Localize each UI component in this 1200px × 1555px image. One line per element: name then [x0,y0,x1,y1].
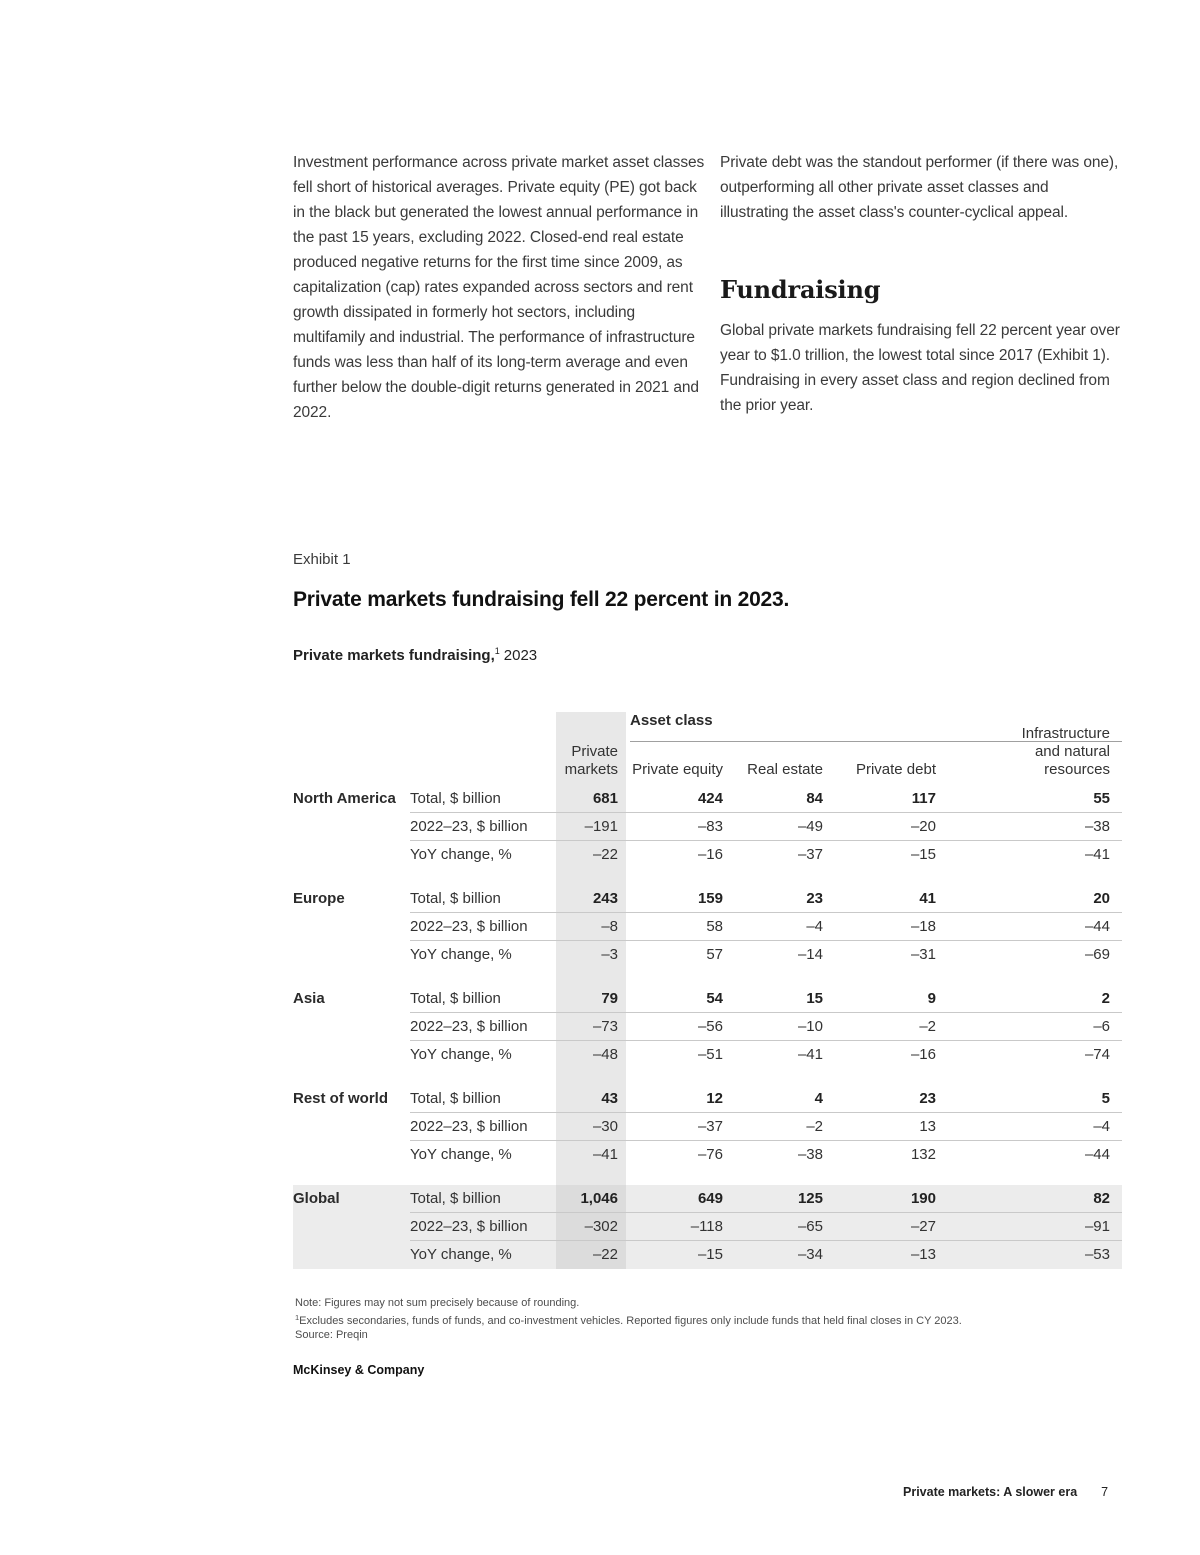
cell: 12 [626,1085,731,1113]
cell: –49 [731,813,831,841]
cell: –6 [944,1013,1122,1041]
table-row [293,1185,1122,1213]
cell: –118 [626,1213,731,1241]
exhibit-notes [295,1296,1055,1343]
table-row [293,813,1122,841]
cell: –27 [831,1213,944,1241]
cell: –76 [697,1146,723,1163]
exhibit-subtitle-year: 2023 [503,647,538,664]
row-label: YoY change, % [410,846,512,863]
region-label: North America [293,790,396,807]
exhibit-subtitle-bold: Private markets fundraising, [293,647,495,664]
exhibit-subtitle [293,646,537,664]
row-label: Total, $ billion [410,885,556,913]
asset-class-group-header: Asset class [630,712,713,729]
cell: –16 [697,846,723,863]
footnote-marker: 1 [494,646,500,656]
table-row [293,1085,1122,1113]
cell: 82 [944,1185,1122,1213]
cell: 55 [944,785,1122,813]
region-block-north-america [293,785,1122,869]
region-label: Asia [293,990,325,1007]
cell: –73 [556,1013,626,1041]
note-rounding: Note: Figures may not sum precisely because of rounding. [295,1297,580,1309]
fundraising-heading: Fundraising [720,275,881,304]
region-block-global [293,1185,1122,1269]
cell: 13 [831,1113,944,1141]
table-row [293,985,1122,1013]
cell: 43 [556,1085,626,1113]
cell: –13 [910,1246,936,1263]
row-label: 2022–23, $ billion [410,1113,556,1141]
cell: 79 [556,985,626,1013]
cell: 1,046 [556,1185,626,1213]
page-footer [903,1485,1108,1499]
table-row [293,841,1122,869]
cell: –4 [944,1113,1122,1141]
row-label: 2022–23, $ billion [410,1013,556,1041]
table-row [293,1241,1122,1269]
cell: –56 [626,1013,731,1041]
table-row [293,1013,1122,1041]
row-label: 2022–23, $ billion [410,1213,556,1241]
table-content [293,712,1122,1269]
region-block-asia [293,985,1122,1069]
cell: 159 [626,885,731,913]
cell: –31 [910,946,936,963]
cell: –4 [731,913,831,941]
cell: 117 [831,785,944,813]
region-block-rest-of-world [293,1085,1122,1169]
cell: –83 [626,813,731,841]
cell: –10 [731,1013,831,1041]
intro-right-paragraph: Private debt was the standout performer (if there was one), outperforming all other private asset classes and illustrating the asset class's counter-cyclical appeal. [720,154,1119,221]
cell: –8 [556,913,626,941]
footnote-1: $^1$Excludes secondaries, funds of funds, and co-investment vehicles. Reported figures only include funds that held final closes in CY 2023. [295,1312,962,1327]
row-label: Total, $ billion [410,1085,556,1113]
region-block-europe [293,885,1122,969]
region-label: Rest of world [293,1090,389,1107]
intro-left-paragraph: Investment performance across private market asset classes fell short of historical averages. Private equity (PE) got back in the black but generated the lowest annual performance in the past 15 years, excluding 2022. Closed-end real estate produced negative returns for the first time since 2009, as capitalization (cap) rates expanded across sectors and rent growth dissipated in formerly hot sectors, including multifamily and industrial. The performance of infrastructure funds was less than half of its long-term average and even further below the double-digit returns generated in 2021 and 2022. [293,154,705,421]
cell: –14 [797,946,823,963]
region-label: Global [293,1190,340,1207]
row-label: Total, $ billion [410,1185,556,1213]
cell: –2 [731,1113,831,1141]
table-row [293,941,1122,969]
cell: –53 [1084,1246,1110,1263]
cell: 424 [626,785,731,813]
cell: –37 [626,1113,731,1141]
cell: –302 [556,1213,626,1241]
cell: 4 [731,1085,831,1113]
intro-right-column [720,150,1120,418]
source-line: Source: Preqin [295,1329,368,1341]
table-row [293,1141,1122,1169]
cell: 9 [831,985,944,1013]
cell: 2 [944,985,1122,1013]
cell: –69 [1084,946,1110,963]
cell: 23 [731,885,831,913]
fundraising-paragraph: Global private markets fundraising fell 22 percent year over year to $1.0 trillion, the lowest total since 2017 (Exhibit 1). Fundraising in every asset class and region declined from the prior year. [720,322,1120,414]
footer-page-number: 7 [1101,1485,1109,1499]
row-label: Total, $ billion [410,985,556,1013]
exhibit-label: Exhibit 1 [293,551,351,568]
cell: –3 [601,946,618,963]
col-header-infrastructure: Infrastructure and natural resources [1021,725,1110,778]
col-header-real-estate: Real estate [747,761,823,778]
cell: 84 [731,785,831,813]
row-label: 2022–23, $ billion [410,813,556,841]
cell: –41 [797,1046,823,1063]
cell: –65 [731,1213,831,1241]
cell: –18 [831,913,944,941]
cell: –16 [910,1046,936,1063]
cell: –38 [944,813,1122,841]
cell: –15 [697,1246,723,1263]
region-label: Europe [293,890,345,907]
cell: 20 [944,885,1122,913]
cell: –44 [1084,1146,1110,1163]
col-header-private-debt: Private debt [855,761,936,778]
cell: 125 [731,1185,831,1213]
cell: –30 [556,1113,626,1141]
cell: –37 [797,846,823,863]
table-row [293,913,1122,941]
footer-report-title: Private markets: A slower era [903,1485,1078,1499]
cell: –44 [944,913,1122,941]
cell: –38 [797,1146,823,1163]
table-row [293,1113,1122,1141]
cell: –41 [592,1146,618,1163]
cell: –22 [592,846,618,863]
col-header-private-markets: Private markets [564,743,618,778]
cell: –34 [797,1246,823,1263]
fundraising-table [293,683,1122,1269]
footnote-1-marker: 1 [295,1312,300,1322]
row-label: YoY change, % [410,1246,512,1263]
cell: 681 [556,785,626,813]
cell: –2 [831,1013,944,1041]
row-label: YoY change, % [410,1046,512,1063]
table-row [293,1041,1122,1069]
intro-left-column [293,150,711,425]
exhibit-title: Private markets fundraising fell 22 percent in 2023. [293,588,790,611]
row-label: YoY change, % [410,1146,512,1163]
row-label: YoY change, % [410,946,512,963]
table-row [293,1213,1122,1241]
cell: –41 [1084,846,1110,863]
cell: 41 [831,885,944,913]
row-label: 2022–23, $ billion [410,913,556,941]
table-row [293,785,1122,813]
cell: 58 [626,913,731,941]
cell: –191 [556,813,626,841]
cell: 243 [556,885,626,913]
row-label: Total, $ billion [410,785,556,813]
asset-class-rule [630,741,1122,742]
cell: –22 [592,1246,618,1263]
cell: 649 [626,1185,731,1213]
cell: –15 [910,846,936,863]
cell: 57 [706,946,723,963]
cell: 132 [910,1146,936,1163]
cell: –74 [1084,1046,1110,1063]
mckinsey-brand: McKinsey & Company [293,1363,425,1377]
cell: –20 [831,813,944,841]
cell: 54 [626,985,731,1013]
cell: –91 [944,1213,1122,1241]
cell: 23 [831,1085,944,1113]
cell: 5 [944,1085,1122,1113]
cell: –51 [697,1046,723,1063]
col-header-private-equity: Private equity [632,761,723,778]
cell: –48 [592,1046,618,1063]
cell: 15 [731,985,831,1013]
table-row [293,885,1122,913]
cell: 190 [831,1185,944,1213]
